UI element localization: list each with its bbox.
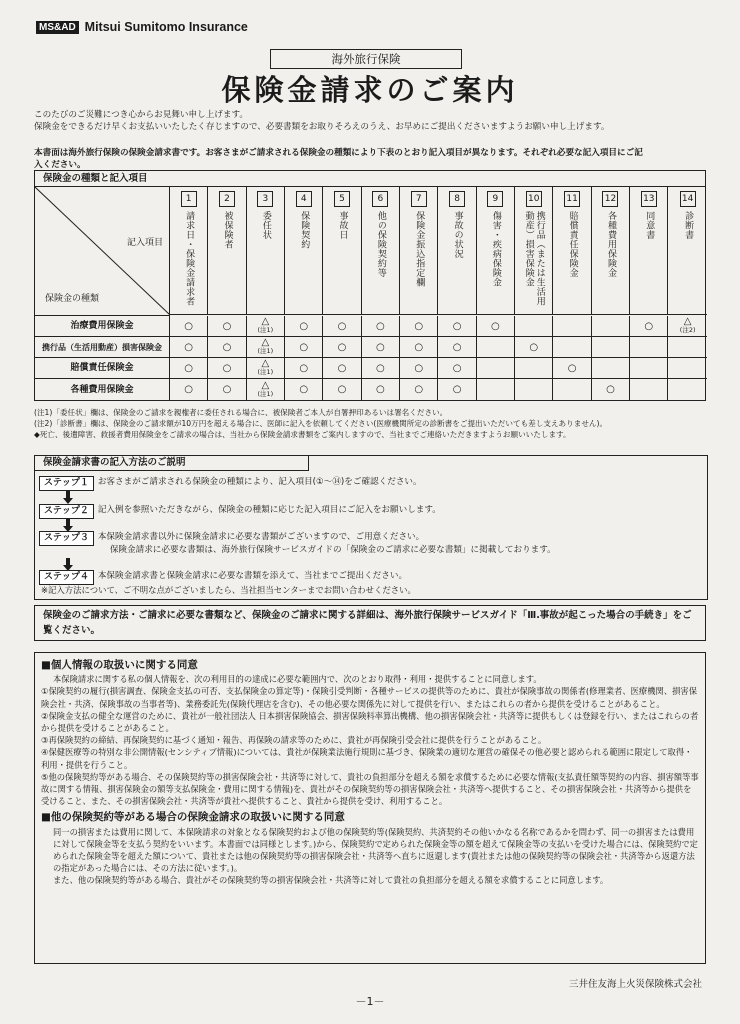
column-number: 9	[487, 191, 503, 207]
column-label: 賠償責任保険金	[567, 211, 578, 278]
intro-notice	[34, 148, 714, 171]
table-cell	[553, 316, 591, 337]
table-cell	[668, 379, 706, 400]
table-cell: ○	[438, 358, 476, 379]
column-header	[362, 187, 400, 315]
cell-note: (注1)	[257, 389, 274, 398]
step-text: お客さまがご請求される保険金の種類により、記入項目(①〜⑭)をご確認ください。	[97, 477, 422, 487]
table-cell: ○	[438, 379, 476, 400]
table-cell: ○	[400, 316, 438, 337]
privacy-item: ①保険契約の履行(損害調査、保険金支払の可否、支払保険金の算定等)・保険引受判断・各種サービスの提供等のために、貴社が保険事故の関係者(修理業者、医療機関、損害保険会社・共済、保険事故の当事者等)、業務委託先(保険代理店を含む)、その他必要な関係先に対して提供を行い、またはこれらの者から提供を受けることがあること。	[41, 686, 698, 709]
service-guide-note: 保険金のご請求方法・ご請求に必要な書類など、保険金のご請求に関する詳細は、海外旅行保険サービスガイド「Ⅲ.事故が起こった場合の手続き」をご覧ください。	[34, 605, 706, 641]
table-cell: ○	[208, 379, 246, 400]
step-label: ステップ２	[39, 504, 94, 519]
column-label: 請求日・保険金請求者	[184, 211, 195, 306]
column-label: 傷害・疾病保険金	[490, 211, 501, 287]
corner-label-items: 記入項目	[126, 238, 163, 248]
table-cell: ○	[208, 337, 246, 358]
brand-logo	[36, 20, 248, 34]
table-cell	[592, 358, 630, 379]
column-number: 4	[296, 191, 312, 207]
table-cell	[668, 358, 706, 379]
table-cell: ○	[592, 379, 630, 400]
table-note: (注2)「診断書」欄は、保険金のご請求額が10万円を超える場合に、医師に記入を依頼してください(医療機関所定の診断書をご提出いただいても差し支えありません)。	[34, 419, 608, 428]
document-subtitle: 海外旅行保険	[270, 49, 462, 69]
column-label: 同意書	[644, 211, 655, 240]
column-header	[553, 187, 591, 315]
step-text: 本保険金請求書と保険金請求に必要な書類を添えて、当社までご提出ください。	[97, 571, 408, 581]
column-header	[247, 187, 285, 315]
column-label: 事故日	[337, 211, 348, 240]
other-contract-text: 同一の損害または費用に関して、本保険請求の対象となる保険契約および他の保険契約等(保険契約、共済契約その他いかなる名称であるかを問わず、同一の損害または費用に対して保険金等を支払う契約をいいます。本書面では同様とします。)から、保険契約で定められた保険金等の額を超えて保険金等の支払いを受けた場合には、保険契約で定められた保険金等を超えた額について、貴社または他の保険契約等の損害保険会社・共済等へ直ちに返還します(貴社または他の保険契約等の保険会社・共済等から返還方法の指定があった場合には、その方法に従います。)。	[53, 826, 698, 874]
intro-notice-line: 入ください。	[34, 159, 86, 170]
column-number: 14	[680, 191, 696, 207]
step-label: ステップ１	[39, 476, 94, 491]
table-cell: ○	[323, 358, 361, 379]
column-header	[170, 187, 208, 315]
table-cell: ○	[323, 379, 361, 400]
table-matrix	[34, 186, 706, 401]
intro-notice-line: 本書面は海外旅行保険の保険金請求書です。お客さまがご請求される保険金の種類により下表のとおり記入項目が異なります。それぞれ必要な記入項目にご記	[34, 148, 643, 158]
intro-text	[34, 110, 714, 133]
table-cell: ○	[400, 358, 438, 379]
privacy-item: ⑤他の保険契約等がある場合、その保険契約等の損害保険会社・共済等に対して、貴社の負担部分を超える額を求償するために必要な情報(支払責任額等契約の内容、損害額等事故に関する情報、損害保険金の額等支払保険金・費用に関する情報)を、貴社がその保険契約等の損害保険会社・共済等へ提供すること、その損害保険会社・共済等から提供を受けること、また、その損害保険会社・共済等が貴社へ提供すること、貴社から提供を受け、利用すること。	[41, 771, 699, 807]
table-cell: ○	[362, 316, 400, 337]
cell-note: (注2)	[679, 326, 696, 334]
table-cell: ○	[170, 316, 208, 337]
column-number: 6	[372, 191, 388, 207]
table-cell: ○	[170, 358, 208, 379]
table-cell: ○	[630, 316, 668, 337]
table-cell: ○	[362, 337, 400, 358]
intro-line: 保険金をできるだけ早くお支払いいたしたく存じますので、必要書類をお取りそろえのうえ、お早めにご提出くださいますようお願い申し上げます。	[34, 121, 610, 132]
step-1	[39, 476, 422, 491]
step-text: 本保険金請求書以外に保険金請求に必要な書類がございますので、ご用意ください。	[97, 532, 425, 542]
table-cell	[247, 358, 285, 379]
privacy-item: ②保険金支払の健全な運営のために、貴社が一般社団法人 日本損害保険協会、損害保険料率算出機構、他の損害保険会社・共済等に提供もしくは登録を行い、またはこれらの者から提供を受けることがあること。	[41, 710, 699, 734]
column-header	[438, 187, 476, 315]
table-cell	[515, 316, 553, 337]
column-number: 3	[257, 191, 273, 207]
table-cell: ○	[515, 337, 553, 358]
table-cell	[477, 337, 515, 358]
table-cell: ○	[285, 358, 323, 379]
row-label: 賠償責任保険金	[35, 358, 170, 379]
table-cell	[477, 358, 515, 379]
column-label: 事故の状況	[452, 211, 463, 259]
cell-mark: △	[261, 316, 270, 327]
column-header	[323, 187, 361, 315]
table-cell: ○	[323, 337, 361, 358]
consent-section	[34, 652, 706, 964]
column-header	[477, 187, 515, 315]
cell-note: (注1)	[257, 326, 274, 334]
column-number: 2	[219, 191, 235, 207]
column-label: 保険金振込指定欄	[414, 211, 425, 287]
table-cell: ○	[362, 379, 400, 400]
step-2	[39, 504, 441, 519]
column-label: 携行品（または生活用動産）損害保険金	[523, 211, 545, 306]
privacy-intro: 本保険請求に関する私の個人情報を、次の利用目的の達成に必要な範囲内で、次のとおり取得・利用・提供することに同意します。	[53, 674, 542, 685]
table-cell: ○	[285, 337, 323, 358]
cell-note: (注1)	[257, 368, 274, 376]
insurance-type-table	[34, 170, 706, 401]
cell-mark: △	[261, 337, 270, 348]
table-cell: ○	[438, 316, 476, 337]
table-cell	[515, 358, 553, 379]
table-cell: ○	[400, 379, 438, 400]
steps-heading: 保険金請求書の記入方法のご説明	[35, 456, 309, 471]
column-header	[515, 187, 553, 315]
step-3	[39, 531, 556, 557]
cell-mark: △	[261, 379, 270, 391]
table-cell	[630, 379, 668, 400]
column-number: 10	[526, 191, 542, 207]
table-cell: ○	[400, 337, 438, 358]
table-cell	[477, 379, 515, 400]
table-notes	[34, 407, 714, 440]
column-number: 8	[449, 191, 465, 207]
column-number: 12	[602, 191, 618, 207]
column-label: 委任状	[260, 211, 271, 240]
table-cell: ○	[477, 316, 515, 337]
column-label: 診断書	[683, 211, 694, 240]
cell-mark: △	[683, 316, 692, 327]
other-contract-text: また、他の保険契約等がある場合、貴社がその保険契約等の損害保険会社・共済等に対して貴社の負担部分を超える額を求償することに同意します。	[53, 875, 609, 886]
table-cell	[592, 337, 630, 358]
cell-note: (注1)	[257, 347, 274, 355]
column-header	[208, 187, 246, 315]
step-text: 記入例を参照いただきながら、保険金の種類に応じた記入項目にご記入をお願いします。	[97, 505, 441, 515]
step-4	[39, 570, 407, 585]
step-label: ステップ３	[39, 531, 94, 546]
table-cell: ○	[170, 379, 208, 400]
table-cell: ○	[208, 316, 246, 337]
column-header	[630, 187, 668, 315]
table-cell	[247, 316, 285, 337]
intro-line: このたびのご災難につき心からお見舞い申し上げます。	[34, 110, 248, 120]
table-cell	[592, 316, 630, 337]
table-cell: ○	[323, 316, 361, 337]
table-note: ◆死亡、後遺障害、救援者費用保険金をご請求の場合は、当社から保険金請求書類をご案内しますので、当社までご連絡いただきますようお願いいたします。	[34, 430, 571, 439]
table-cell	[630, 358, 668, 379]
table-cell: ○	[438, 337, 476, 358]
table-cell: ○	[208, 358, 246, 379]
table-cell	[668, 316, 706, 337]
table-cell	[247, 379, 285, 400]
steps-footnote: ※記入方法について、ご不明な点がございましたら、当社担当センターまでお問い合わせください。	[41, 585, 416, 595]
table-cell: ○	[285, 316, 323, 337]
company-name: 三井住友海上火災保険株式会社	[568, 979, 702, 990]
brand-name: Mitsui Sumitomo Insurance	[84, 20, 248, 34]
row-label: 治療費用保険金	[35, 316, 170, 337]
column-number: 11	[564, 191, 580, 207]
step-text: 保険金請求に必要な書類は、海外旅行保険サービスガイドの「保険金のご請求に必要な書類」に掲載しております。	[109, 545, 556, 555]
column-number: 1	[181, 191, 197, 207]
privacy-heading: ■個人情報の取扱いに関する同意	[41, 659, 198, 671]
column-number: 7	[411, 191, 427, 207]
table-cell	[247, 337, 285, 358]
column-label: 保険契約	[299, 211, 310, 249]
brand-badge: MS&AD	[36, 21, 79, 34]
step-arrow-icon	[63, 491, 73, 504]
step-label: ステップ４	[39, 570, 94, 585]
column-header	[592, 187, 630, 315]
column-header	[400, 187, 438, 315]
table-note: (注1)「委任状」欄は、保険金のご請求を親権者に委任される場合に、被保険者ご本人が自署押印あるいは署名ください。	[34, 408, 448, 417]
cell-mark: △	[261, 358, 270, 369]
table-heading: 保険金の種類と記入項目	[34, 170, 706, 186]
privacy-item: ③再保険契約の締結、再保険契約に基づく通知・報告、再保険の請求等のために、貴社が再保険引受会社に提供を行うことがあること。	[41, 735, 547, 746]
table-cell	[630, 337, 668, 358]
table-cell	[553, 379, 591, 400]
table-cell	[515, 379, 553, 400]
row-label: 各種費用保険金	[35, 379, 170, 400]
table-cell: ○	[553, 358, 591, 379]
page-title: 保険金請求のご案内	[221, 73, 519, 107]
column-number: 13	[641, 191, 657, 207]
column-label: 被保険者	[222, 211, 233, 249]
table-cell	[553, 337, 591, 358]
column-header	[285, 187, 323, 315]
table-corner	[35, 187, 170, 316]
column-header	[668, 187, 706, 315]
table-cell	[668, 337, 706, 358]
table-cell: ○	[170, 337, 208, 358]
corner-label-types: 保険金の種類	[45, 294, 100, 304]
column-number: 5	[334, 191, 350, 207]
page-number: －1－	[355, 995, 385, 1008]
row-label: 携行品（生活用動産）損害保険金	[35, 337, 170, 358]
steps-panel	[34, 455, 708, 600]
column-label: 他の保険契約等	[375, 211, 386, 278]
privacy-item: ④保健医療等の特別な非公開情報(センシティブ情報)については、貴社が保険業法施行規則に基づき、保険業の適切な運営の確保その他必要と認められる範囲に限定して取得・利用・提供を行うこと。	[41, 747, 693, 770]
other-contract-heading: ■他の保険契約等がある場合の保険金請求の取扱いに関する同意	[41, 811, 345, 824]
table-cell: ○	[285, 379, 323, 400]
column-label: 各種費用保険金	[605, 211, 616, 278]
table-cell: ○	[362, 358, 400, 379]
